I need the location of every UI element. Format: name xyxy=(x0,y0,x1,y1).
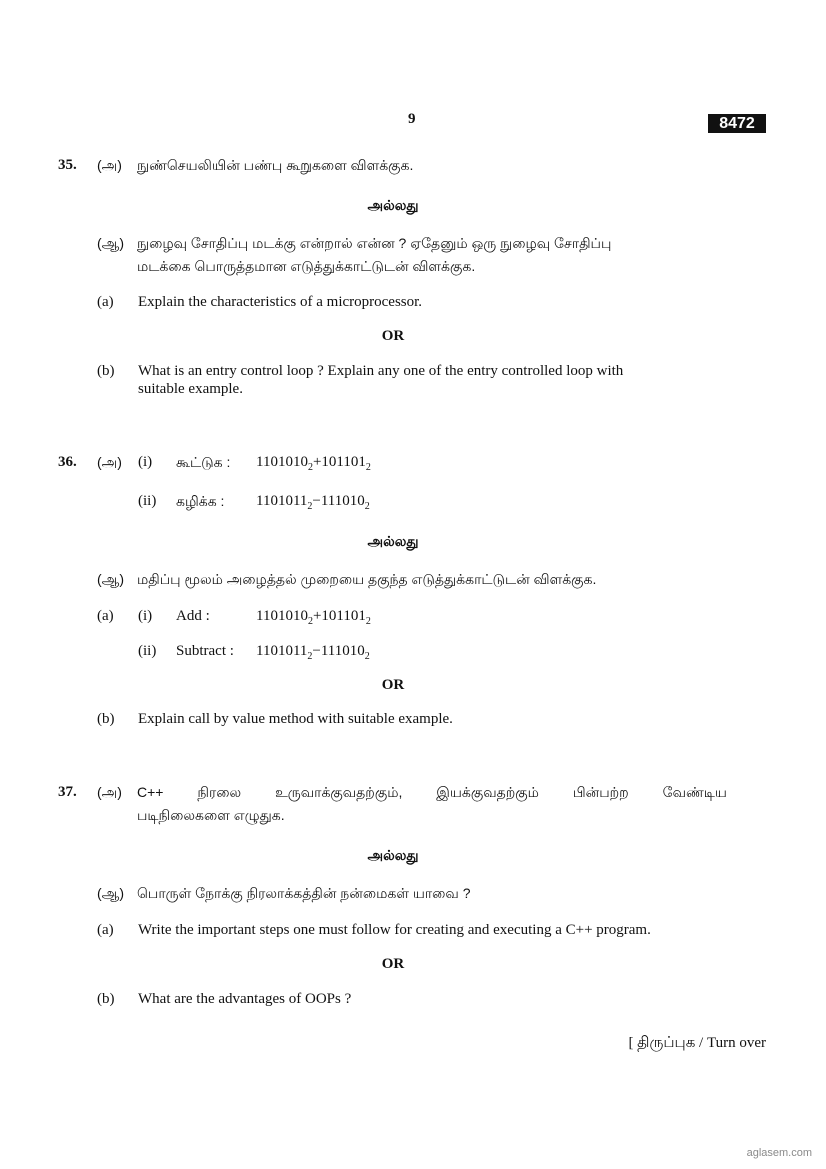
sub-label: (ii) xyxy=(138,493,157,509)
option-label: (a) xyxy=(97,922,114,938)
question-text: What is an entry control loop ? Explain any one of the entry controlled loop with xyxy=(138,363,624,379)
question-text: What are the advantages of OOPs ? xyxy=(138,991,352,1007)
sub-label: (i) xyxy=(138,454,153,470)
question-text: நுண்செயலியின் பண்பு கூறுகளை விளக்குக. xyxy=(137,157,414,173)
or-tamil: அல்லது xyxy=(367,533,419,549)
option-label: (அ) xyxy=(97,784,122,800)
question-text: மடக்கை பொருத்தமான எடுத்துக்காட்டுடன் விளக்குக. xyxy=(137,258,476,274)
option-label: (ஆ) xyxy=(97,571,125,587)
question-text: மதிப்பு மூலம் அழைத்தல் முறையை தகுந்த எடுத்துக்காட்டுடன் விளக்குக. xyxy=(137,571,597,587)
option-label: (b) xyxy=(97,363,115,379)
question-text: suitable example. xyxy=(138,381,243,397)
watermark: aglasem.com xyxy=(746,1147,812,1159)
add-expression: $1101010_2+101101_2$ xyxy=(256,454,371,473)
option-label: (a) xyxy=(97,294,114,310)
option-label: (அ) xyxy=(97,157,122,173)
sub-label: (i) xyxy=(138,608,153,624)
add-expression: $1101010_2+101101_2$ xyxy=(256,608,371,627)
question-text: C++ நிரலை உருவாக்குவதற்கும், இயக்குவதற்கும் பின்பற்ற வேண்டிய xyxy=(137,784,727,800)
sub-label: (ii) xyxy=(138,643,157,659)
or-tamil: அல்லது xyxy=(367,197,419,213)
paper-code-badge: 8472 xyxy=(708,114,766,133)
question-text: Explain call by value method with suitable example. xyxy=(138,711,453,727)
question-number: 36. xyxy=(58,454,77,470)
question-number: 35. xyxy=(58,157,77,173)
or-english: OR xyxy=(381,328,405,344)
add-label: கூட்டுக : xyxy=(176,454,231,470)
subtract-label: Subtract : xyxy=(176,643,234,659)
turn-over-note: [ திருப்புக / Turn over xyxy=(628,1035,766,1051)
or-english: OR xyxy=(381,677,405,693)
or-tamil: அல்லது xyxy=(367,847,419,863)
page-number: 9 xyxy=(408,111,416,127)
option-label: (b) xyxy=(97,991,115,1007)
question-text: படிநிலைகளை எழுதுக. xyxy=(137,807,285,823)
option-label: (b) xyxy=(97,711,115,727)
option-label: (ஆ) xyxy=(97,235,125,251)
add-label: Add : xyxy=(176,608,210,624)
or-english: OR xyxy=(381,956,405,972)
option-label: (அ) xyxy=(97,454,122,470)
question-text: Explain the characteristics of a microprocessor. xyxy=(138,294,423,310)
option-label: (a) xyxy=(97,608,114,624)
question-text: நுழைவு சோதிப்பு மடக்கு என்றால் என்ன ? ஏதேனும் ஒரு நுழைவு சோதிப்பு xyxy=(137,235,612,251)
option-label: (ஆ) xyxy=(97,885,125,901)
question-number: 37. xyxy=(58,784,77,800)
subtract-expression: $1101011_2-111010_2$ xyxy=(256,493,370,512)
subtract-label: கழிக்க : xyxy=(176,493,225,509)
subtract-expression: $1101011_2-111010_2$ xyxy=(256,643,370,662)
question-text: பொருள் நோக்கு நிரலாக்கத்தின் நன்மைகள் யாவை ? xyxy=(137,885,471,901)
question-text: Write the important steps one must follow for creating and executing a C++ program. xyxy=(138,922,651,938)
